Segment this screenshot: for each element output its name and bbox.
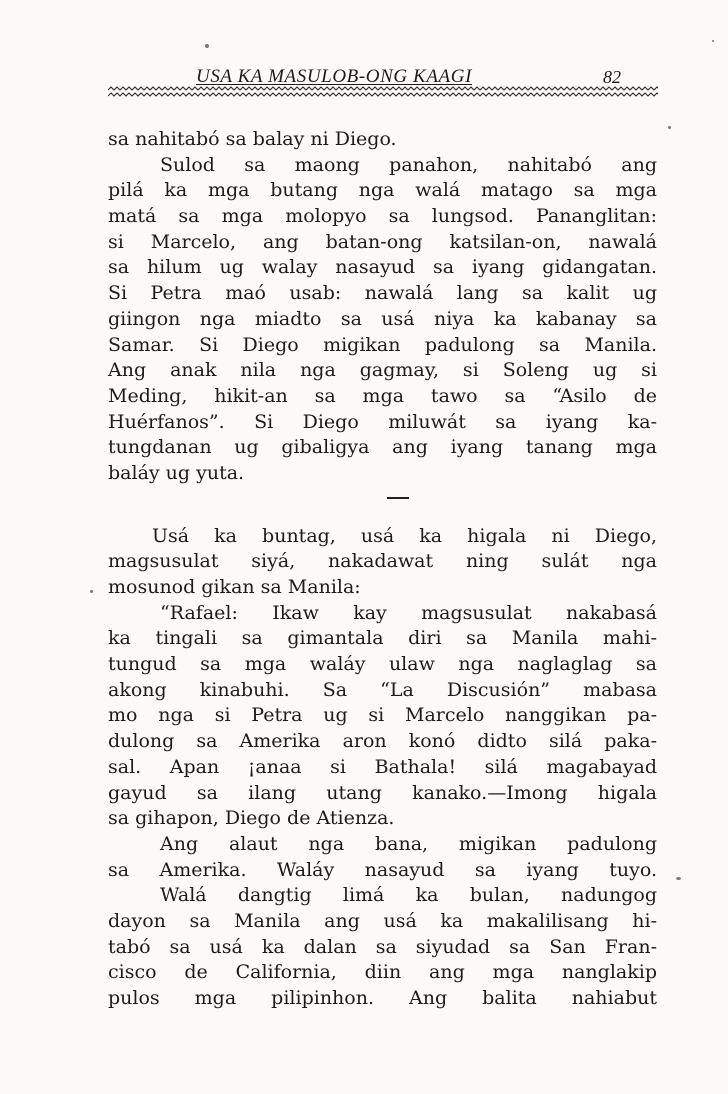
text-line: mosunod gikan sa Manila: bbox=[108, 576, 361, 598]
text-line: cisco de California, diin ang mga nanglakip bbox=[108, 961, 657, 984]
text-line: pulos mga pilipinhon. Ang balita nahiabut bbox=[108, 987, 657, 1009]
text-line: Usá ka buntag, usá ka higala ni Diego, bbox=[152, 524, 657, 547]
text-line: sa nahitabó sa balay ni Diego. bbox=[108, 128, 397, 150]
text-line: Meding, hikit-an sa mga tawo sa “Asilo de bbox=[108, 384, 657, 407]
text-line: dulong sa Amerika aron konó didto silá paka- bbox=[108, 730, 657, 753]
running-header bbox=[108, 66, 658, 106]
text-line: mo nga si Petra ug si Marcelo nanggikan pa- bbox=[108, 704, 657, 727]
text-line: tungud sa mga waláy ulaw nga naglaglag sa bbox=[108, 653, 657, 676]
text-line: magsusulat siyá, nakadawat ning sulát nga bbox=[108, 550, 657, 573]
text-line: giingon nga miadto sa usá niya ka kabanay sa bbox=[108, 307, 657, 330]
running-title: USA KA MASULOB-ONG KAAGI bbox=[196, 66, 472, 87]
text-line: si Marcelo, ang batan-ong katsilan-on, nawalá bbox=[108, 230, 657, 253]
text-line: sal. Apan ¡anaa si Bathala! silá magabayad bbox=[108, 755, 657, 778]
text-line: tabó sa usá ka dalan sa siyudad sa San Fran- bbox=[108, 935, 657, 958]
text-line: akong kinabuhi. Sa “La Discusión” mabasa bbox=[108, 678, 657, 701]
separator-dash bbox=[387, 497, 409, 499]
text-line: tungdanan ug gibaligya ang iyang tanang mga bbox=[108, 436, 657, 459]
scan-speck bbox=[90, 590, 93, 593]
text-line: Si Petra maó usab: nawalá lang sa kalit ug bbox=[108, 282, 657, 305]
scan-speck bbox=[712, 40, 714, 42]
text-line: Huérfanos”. Si Diego miluwát sa iyang ka- bbox=[108, 410, 657, 433]
page-number: 82 bbox=[603, 67, 621, 87]
text-line: “Rafael: Ikaw kay magsusulat nakabasá bbox=[160, 601, 657, 624]
text-line: Ang anak nila nga gagmay, si Soleng ug si bbox=[108, 359, 657, 382]
text-line: Ang alaut nga bana, migikan padulong bbox=[160, 832, 657, 855]
page-body-text bbox=[108, 127, 657, 1012]
text-line: Walá dangtig limá ka bulan, nadungog bbox=[160, 884, 657, 907]
text-line: pilá ka mga butang nga walá matago sa mga bbox=[108, 179, 657, 202]
text-line: baláy ug yuta. bbox=[108, 461, 245, 484]
text-line: sa gihapon, Diego de Atienza. bbox=[108, 807, 395, 830]
text-line: Samar. Si Diego migikan padulong sa Manila. bbox=[108, 333, 657, 356]
text-line: ka tingali sa gimantala diri sa Manila mahi- bbox=[108, 627, 657, 650]
text-line: sa Amerika. Waláy nasayud sa iyang tuyo. bbox=[108, 858, 657, 881]
scan-speck bbox=[205, 44, 209, 48]
text-line: gayud sa ilang utang kanako.—Imong higala bbox=[108, 781, 657, 804]
scan-speck bbox=[668, 126, 671, 129]
text-line: sa hilum ug walay nasayud sa iyang gidangatan. bbox=[108, 256, 657, 279]
section-separator bbox=[108, 487, 657, 524]
text-line: matá sa mga molopyo sa lungsod. Pananglitan: bbox=[108, 205, 657, 228]
scan-speck bbox=[676, 877, 681, 880]
text-line: Sulod sa maong panahon, nahitabó ang bbox=[160, 153, 657, 176]
text-line: dayon sa Manila ang usá ka makalilisang hi- bbox=[108, 909, 657, 932]
wavy-rule-ornament bbox=[108, 86, 658, 100]
